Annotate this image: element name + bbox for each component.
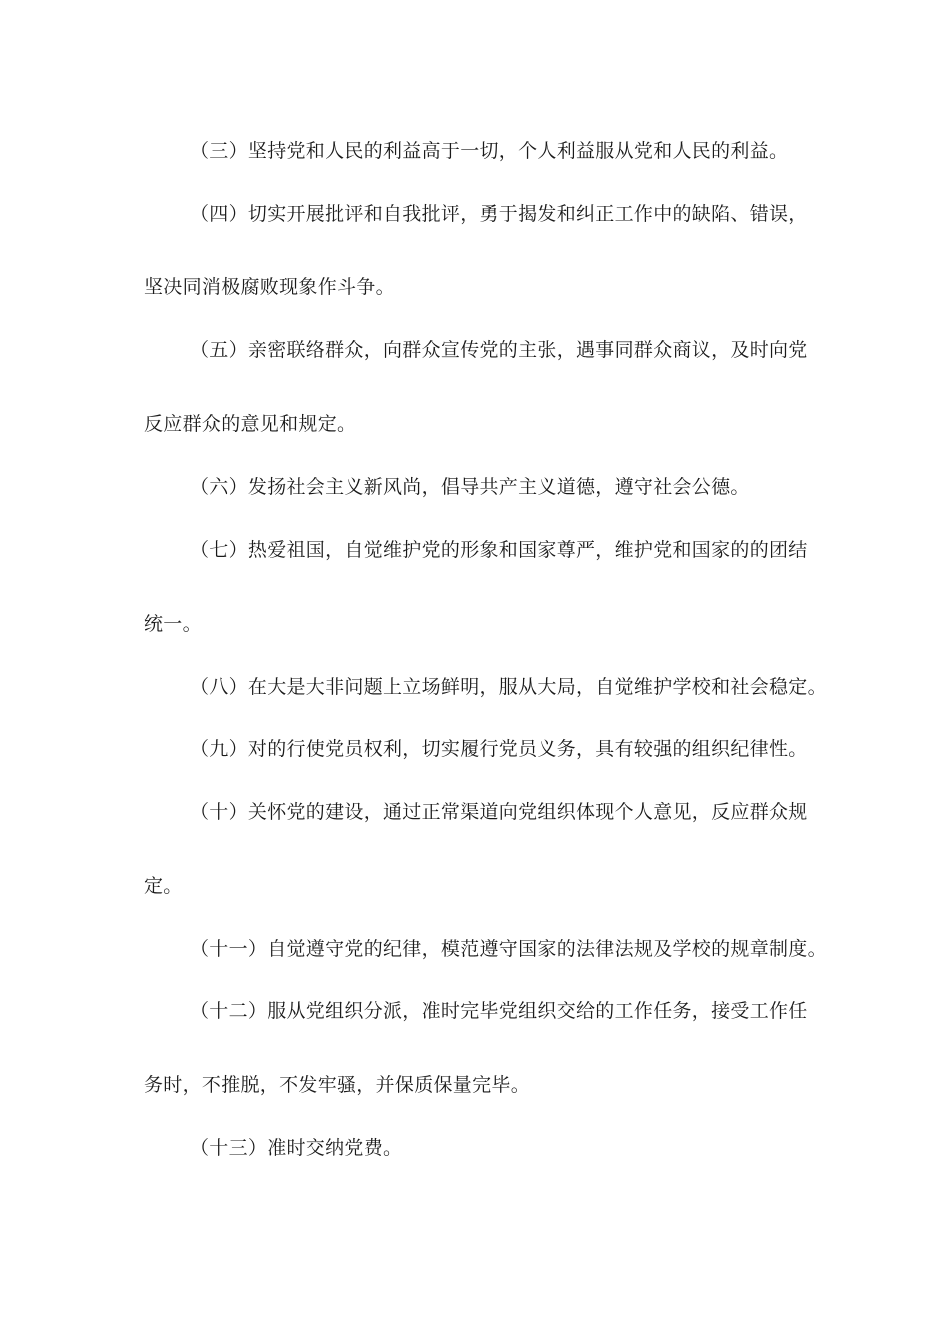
clause-10-line-2: 定。 <box>144 875 183 897</box>
clause-5-line-2: 反应群众的意见和规定。 <box>144 413 357 435</box>
clause-12-line-1: （十二）服从党组织分派，准时完毕党组织交给的工作任务，接受工作任 <box>190 1000 808 1022</box>
clause-10-line-1: （十）关怀党的建设，通过正常渠道向党组织体现个人意见，反应群众规 <box>190 801 808 823</box>
clause-4-line-2: 坚决同消极腐败现象作斗争。 <box>144 276 395 298</box>
clause-4-line-1: （四）切实开展批评和自我批评，勇于揭发和纠正工作中的缺陷、错误， <box>190 203 808 225</box>
clause-8-line-1: （八）在大是大非问题上立场鲜明，服从大局，自觉维护学校和社会稳定。 <box>190 676 827 698</box>
clause-6-line-1: （六）发扬社会主义新风尚，倡导共产主义道德，遵守社会公德。 <box>190 476 750 498</box>
clause-13-line-1: （十三）准时交纳党费。 <box>190 1137 403 1159</box>
clause-11-line-1: （十一）自觉遵守党的纪律，模范遵守国家的法律法规及学校的规章制度。 <box>190 938 827 960</box>
clause-5-line-1: （五）亲密联络群众，向群众宣传党的主张，遇事同群众商议，及时向党 <box>190 339 808 361</box>
clause-3-line-1: （三）坚持党和人民的利益高于一切，个人利益服从党和人民的利益。 <box>190 140 789 162</box>
clause-12-line-2: 务时，不推脱，不发牢骚，并保质保量完毕。 <box>144 1074 531 1096</box>
clause-7-line-2: 统一。 <box>144 613 202 635</box>
clause-9-line-1: （九）对的行使党员权利，切实履行党员义务，具有较强的组织纪律性。 <box>190 738 808 760</box>
clause-7-line-1: （七）热爱祖国，自觉维护党的形象和国家尊严，维护党和国家的的团结 <box>190 539 808 561</box>
